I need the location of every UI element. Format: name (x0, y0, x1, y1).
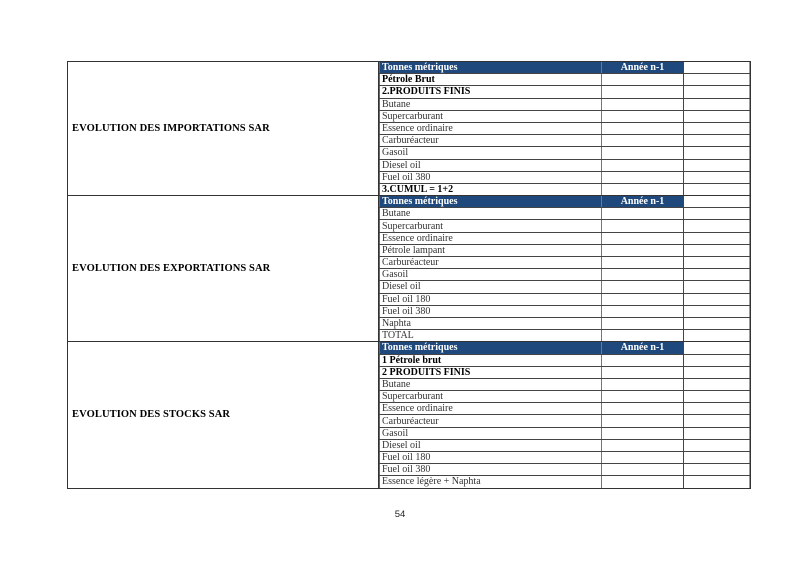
cell-year-prev[interactable] (602, 98, 684, 110)
row-label: 1 Pétrole brut (380, 354, 602, 366)
table-row (380, 147, 750, 159)
row-label: Butane (380, 98, 602, 110)
table-row (380, 391, 750, 403)
cell-year-current[interactable] (684, 305, 750, 317)
table-row (380, 232, 750, 244)
cell-year-prev[interactable] (602, 171, 684, 183)
cell-year-current[interactable] (684, 208, 750, 220)
cell-year-prev[interactable] (602, 403, 684, 415)
table-row (380, 257, 750, 269)
cell-year-current[interactable] (684, 378, 750, 390)
row-label: Fuel oil 180 (380, 452, 602, 464)
table-row (380, 439, 750, 451)
table-row (380, 208, 750, 220)
cell-year-current[interactable] (684, 98, 750, 110)
table-row (380, 135, 750, 147)
cell-year-prev[interactable] (602, 281, 684, 293)
cell-year-prev[interactable] (602, 86, 684, 98)
cell-year-current[interactable] (684, 427, 750, 439)
table-row (380, 415, 750, 427)
section-data (379, 62, 751, 196)
section-data-table (379, 342, 750, 487)
section-title: EVOLUTION DES STOCKS SAR (68, 342, 379, 488)
row-label: Fuel oil 380 (380, 305, 602, 317)
section-data (379, 196, 751, 342)
row-label: Fuel oil 380 (380, 464, 602, 476)
cell-year-prev[interactable] (602, 208, 684, 220)
cell-year-prev[interactable] (602, 354, 684, 366)
cell-year-prev[interactable] (602, 452, 684, 464)
section-title: EVOLUTION DES IMPORTATIONS SAR (68, 62, 379, 196)
report-table-body (68, 62, 751, 489)
cell-year-current[interactable] (684, 330, 750, 342)
cell-year-prev[interactable] (602, 464, 684, 476)
row-label: Essence ordinaire (380, 232, 602, 244)
cell-year-current[interactable] (684, 293, 750, 305)
table-row (380, 183, 750, 195)
section-data (379, 342, 751, 488)
row-label: TOTAL (380, 330, 602, 342)
cell-year-prev[interactable] (602, 317, 684, 329)
page-number: 54 (394, 509, 406, 520)
cell-year-prev[interactable] (602, 415, 684, 427)
table-row (380, 293, 750, 305)
row-label: Diesel oil (380, 281, 602, 293)
cell-year-current[interactable] (684, 135, 750, 147)
cell-year-current[interactable] (684, 257, 750, 269)
cell-year-prev[interactable] (602, 74, 684, 86)
row-label: Gasoil (380, 147, 602, 159)
cell-year-prev[interactable] (602, 366, 684, 378)
header-year-prev: Année n-1 (602, 342, 684, 354)
cell-year-current[interactable] (684, 366, 750, 378)
cell-year-current[interactable] (684, 147, 750, 159)
row-label: Supercarburant (380, 220, 602, 232)
table-row (380, 317, 750, 329)
cell-year-prev[interactable] (602, 305, 684, 317)
table-row (380, 110, 750, 122)
row-label: Pétrole Brut (380, 74, 602, 86)
cell-year-prev[interactable] (602, 439, 684, 451)
cell-year-current[interactable] (684, 244, 750, 256)
cell-year-prev[interactable] (602, 293, 684, 305)
cell-year-prev[interactable] (602, 391, 684, 403)
table-row (380, 366, 750, 378)
section-data-table (379, 62, 750, 195)
table-row (380, 403, 750, 415)
report-table (67, 61, 751, 489)
cell-year-current[interactable] (684, 354, 750, 366)
row-label: Essence ordinaire (380, 122, 602, 134)
cell-year-prev[interactable] (602, 257, 684, 269)
cell-year-prev[interactable] (602, 135, 684, 147)
header-year-prev: Année n-1 (602, 62, 684, 74)
header-year-current (684, 342, 750, 354)
cell-year-prev[interactable] (602, 244, 684, 256)
cell-year-prev[interactable] (602, 122, 684, 134)
cell-year-current[interactable] (684, 269, 750, 281)
table-row (380, 305, 750, 317)
cell-year-prev[interactable] (602, 147, 684, 159)
cell-year-current[interactable] (684, 415, 750, 427)
cell-year-current[interactable] (684, 452, 750, 464)
table-row (380, 476, 750, 488)
cell-year-prev[interactable] (602, 232, 684, 244)
cell-year-prev[interactable] (602, 378, 684, 390)
cell-year-current[interactable] (684, 171, 750, 183)
row-label: 2.PRODUITS FINIS (380, 86, 602, 98)
table-row (380, 98, 750, 110)
section-row (68, 62, 751, 196)
table-row (380, 171, 750, 183)
table-row (380, 452, 750, 464)
header-year-current (684, 62, 750, 74)
table-row (380, 330, 750, 342)
row-label: Supercarburant (380, 110, 602, 122)
cell-year-prev[interactable] (602, 330, 684, 342)
section-data-table (379, 196, 750, 341)
cell-year-prev[interactable] (602, 183, 684, 195)
header-year-current (684, 196, 750, 208)
row-label: Fuel oil 380 (380, 171, 602, 183)
cell-year-current[interactable] (684, 74, 750, 86)
header-year-prev: Année n-1 (602, 196, 684, 208)
cell-year-prev[interactable] (602, 220, 684, 232)
row-label: Naphta (380, 317, 602, 329)
cell-year-prev[interactable] (602, 476, 684, 488)
section-row (68, 196, 751, 342)
cell-year-current[interactable] (684, 122, 750, 134)
table-row (380, 244, 750, 256)
table-row (380, 281, 750, 293)
row-label: Gasoil (380, 269, 602, 281)
row-label: Diesel oil (380, 159, 602, 171)
row-label: 2 PRODUITS FINIS (380, 366, 602, 378)
table-row (380, 74, 750, 86)
row-label: 3.CUMUL = 1+2 (380, 183, 602, 195)
header-label: Tonnes métriques (380, 342, 602, 354)
row-label: Diesel oil (380, 439, 602, 451)
table-row (380, 354, 750, 366)
cell-year-current[interactable] (684, 110, 750, 122)
row-label: Carburéacteur (380, 135, 602, 147)
table-row (380, 378, 750, 390)
row-label: Fuel oil 180 (380, 293, 602, 305)
header-label: Tonnes métriques (380, 196, 602, 208)
table-row (380, 159, 750, 171)
row-label: Butane (380, 378, 602, 390)
row-label: Pétrole lampant (380, 244, 602, 256)
cell-year-current[interactable] (684, 86, 750, 98)
row-label: Essence légère + Naphta (380, 476, 602, 488)
section-row (68, 342, 751, 488)
row-label: Supercarburant (380, 391, 602, 403)
cell-year-current[interactable] (684, 232, 750, 244)
row-label: Essence ordinaire (380, 403, 602, 415)
header-label: Tonnes métriques (380, 62, 602, 74)
cell-year-current[interactable] (684, 220, 750, 232)
column-header-row (380, 62, 750, 74)
table-row (380, 86, 750, 98)
column-header-row (380, 196, 750, 208)
cell-year-current[interactable] (684, 403, 750, 415)
table-row (380, 427, 750, 439)
cell-year-current[interactable] (684, 159, 750, 171)
cell-year-current[interactable] (684, 476, 750, 488)
cell-year-prev[interactable] (602, 110, 684, 122)
cell-year-current[interactable] (684, 464, 750, 476)
row-label: Carburéacteur (380, 257, 602, 269)
row-label: Gasoil (380, 427, 602, 439)
cell-year-prev[interactable] (602, 427, 684, 439)
cell-year-prev[interactable] (602, 159, 684, 171)
section-title: EVOLUTION DES EXPORTATIONS SAR (68, 196, 379, 342)
cell-year-current[interactable] (684, 391, 750, 403)
cell-year-current[interactable] (684, 183, 750, 195)
cell-year-current[interactable] (684, 317, 750, 329)
column-header-row (380, 342, 750, 354)
table-row (380, 122, 750, 134)
table-row (380, 269, 750, 281)
cell-year-prev[interactable] (602, 269, 684, 281)
cell-year-current[interactable] (684, 281, 750, 293)
table-row (380, 464, 750, 476)
table-row (380, 220, 750, 232)
row-label: Butane (380, 208, 602, 220)
cell-year-current[interactable] (684, 439, 750, 451)
row-label: Carburéacteur (380, 415, 602, 427)
